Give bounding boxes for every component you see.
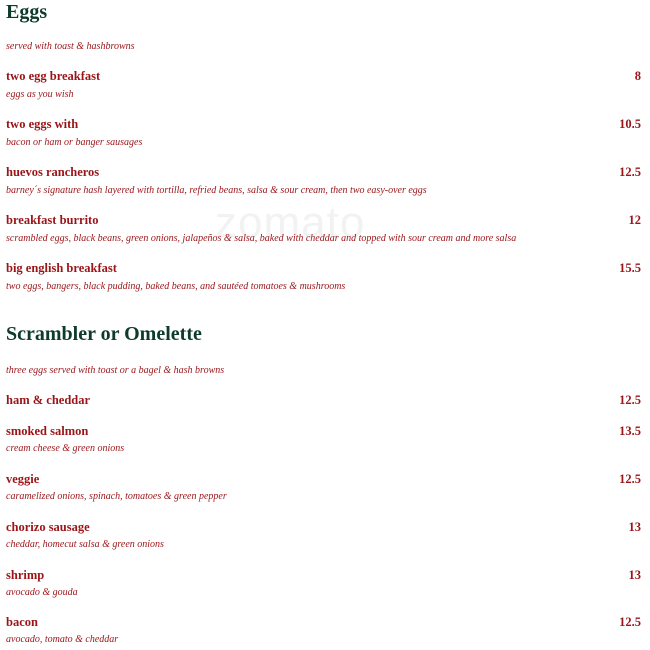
item-description: cream cheese & green onions (6, 443, 125, 454)
item-price: 12.5 (619, 165, 641, 179)
item-description: avocado, tomato & cheddar (6, 634, 119, 645)
item-price: 13 (628, 568, 641, 582)
item-price: 12.5 (619, 393, 641, 407)
item-price: 10.5 (619, 117, 641, 131)
item-name: chorizo sausage (6, 520, 90, 534)
item-name: veggie (6, 472, 40, 486)
item-name: ham & cheddar (6, 393, 91, 407)
item-price: 15.5 (619, 261, 641, 275)
item-price: 8 (634, 69, 641, 83)
item-description: caramelized onions, spinach, tomatoes & green pepper (6, 491, 227, 502)
item-price: 13 (628, 520, 641, 534)
item-price: 13.5 (619, 424, 641, 438)
item-description: barney´s signature hash layered with tortilla, refried beans, salsa & sour cream, then two easy-over eggs (6, 185, 427, 196)
item-name: big english breakfast (6, 261, 117, 275)
item-description: scrambled eggs, black beans, green onions, jalapeños & salsa, baked with cheddar and topped with sour cream and more salsa (6, 233, 517, 244)
item-price: 12.5 (619, 615, 641, 629)
item-name: smoked salmon (6, 424, 89, 438)
section-title: Scrambler or Omelette (6, 323, 202, 345)
item-price: 12 (628, 213, 641, 227)
item-description: eggs as you wish (6, 89, 74, 100)
item-description: cheddar, homecut salsa & green onions (6, 539, 164, 550)
item-name: huevos rancheros (6, 165, 100, 179)
item-name: bacon (6, 615, 38, 629)
item-name: two eggs with (6, 117, 79, 131)
item-name: shrimp (6, 568, 45, 582)
watermark: zomato (215, 198, 366, 247)
section-subtitle: three eggs served with toast or a bagel & hash browns (6, 365, 225, 376)
item-description: avocado & gouda (6, 587, 78, 598)
item-name: breakfast burrito (6, 213, 99, 227)
item-price: 12.5 (619, 472, 641, 486)
section-subtitle: served with toast & hashbrowns (6, 41, 135, 52)
item-description: bacon or ham or banger sausages (6, 137, 143, 148)
item-name: two egg breakfast (6, 69, 101, 83)
section-title: Eggs (6, 1, 48, 23)
item-description: two eggs, bangers, black pudding, baked beans, and sautéed tomatoes & mushrooms (6, 281, 346, 292)
